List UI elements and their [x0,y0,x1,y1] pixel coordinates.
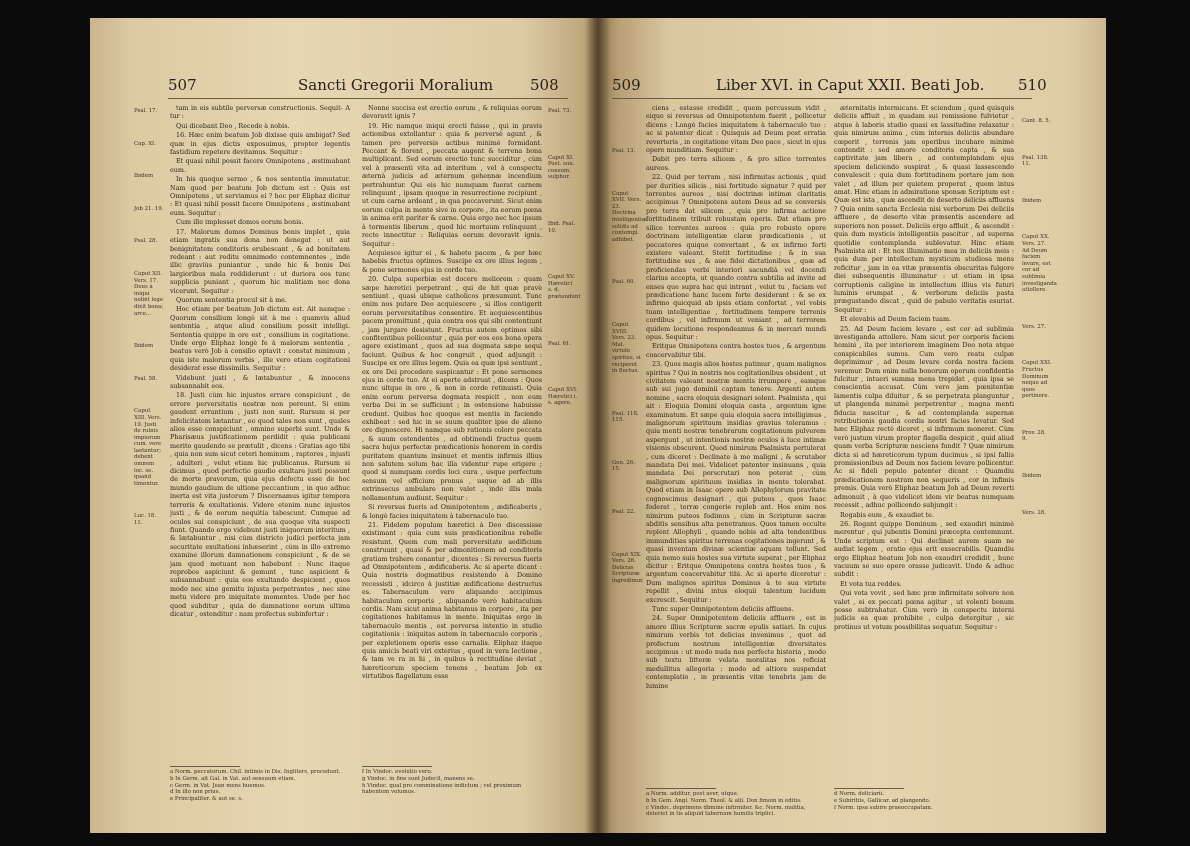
left-page-title: Sancti Gregorii Moralium [298,76,494,94]
left-page-number-right: 508 [530,76,559,94]
margin-note: Caput XVIII. Vers. 23. Mal. virtute spiritus, si reciperet in fluctus. [612,321,641,375]
margin-note: Psal. 60. [612,279,636,286]
footnote: c Vindoc. deprimens dbmine infirmiter. &c. Norm. malitia, deteriet in tis aliquid tabernum humilis triplici. [646,804,806,818]
paragraph: æternitatis intermicans. Et sciendum , quod quisquis deliciis affluit , in quadam sui remissione fulvietur , atque à laboris studio quasi ex lassitudine relaxatur : quia nimirum anima , cùm internis deliciis abundare cœperit , terrenis jam operibus incubare minimè contendit : sed amore conditoris capta , & sua captivitate jam libera , ad contemplandam ejus speciem deliciendo suspirat , & quasi lassescendo convalescit : quia dum fortitudinem portare jam non valet , ad illum per quietem properat , quem intus amat. Hinc etiam in admiratione sponsæ Scriptum est : Quæ est ista , quæ ascendit de deserto deliciis affluens ? Quia enim sancta Ecclesia nisi verborum Dei deliciis affluere , de deserto vitæ præsentis ascendere ad superiora non posset. Deliciis ergo affluit , & ascendit : quia dum mysticis intelligentiis pascitur , ad superna quotidie contemplanda sublevatur. Hinc etiam Psalmista ait : Et nox illuminatio mea in deliciis meis : quia dum per intellectum mysticum studiosa mens reficitur , jam in ea vitæ præsentis obscuritas fulgore diei subsequentis illuminatur : ut etiam in ipsa corruptionis caligine in intellectum illius vis futuri luminis erumpat , & verborum deliciis pasta prægustando discat , quid de pabulo veritatis esuriat. Sequitur : [834,104,1014,314]
paragraph: 22. Quid per terram , nisi infirmitas actionis , quid per durities silicis , nisi fortitudo signatur ? quid per torrentes aureos , nisi doctrinæ intimæ claritatis accipimus ? Omnipotens autem Deus ad se conversis pro terra dat silicem , quia pro infirma actione fortitudinem tribuit robustam operis. Dat etiam pro silice torrentes aureos : quia pro robusto opere doctrinam intelligentiæ claræ prædicationis , ut peccatores quique convertant , & ex infirmo forti existere valeant. Stetit fortitudine ; & in sua fortitudine sus , & aue fidei dictationibus , quæ ad proficiendas verbi interiorì sacundià vel docendi clarius accepta, ut quando contra subtilia ad invite ad enses que supra hac qui intrant , velut tu , faciam vel prædicatione hanc lucem forte desiderant : & se ex infirmo quicquid ab ipsis etiam confortat , vel vobis tuam intelligentiae , fortitudinem tempore terrenis cordibus , vel infirmum ut veniant , ad terrorem quidem locutione respondeamus & in mercari mundi opus. Sequitur : [646,173,826,341]
right-page-number-right: 510 [1018,76,1047,94]
margin-note: Caput XV. Hæretici s. d. prætendunt [548,274,581,300]
paragraph: Tunc super Omnipotentem deliciis affluens. [652,604,794,613]
margin-note: Ibidem [1022,197,1042,204]
margin-note: Ibid. Psal. 10. [548,220,576,234]
paragraph: 24. Super Omnipotentem deliciis affluere , est in amore illius Scripturæ sacræ epulis satiari. In cujus nimirum verbis tot delicias invenimus , quot ad profectum nostrum intelligentiæ diversitates accipimus : ut modo nuda nos perfecte historia , modo sub textu litteræ velata moralitas nos reficiat medullitus allegoria : modo ad altiora suspendat contemplatio , in præsentis vitæ tenebris jam de lumine [646,614,826,690]
margin-note: Caput XII. Vers. 17. Deus à iniqui nolint lege dixit bona; arce... [134,270,164,317]
margin-note: Caput XXI. Fructus Dominum neque ad quos pertinere. [1022,360,1052,400]
margin-note: Ibidem [134,343,154,350]
footnote: e Subiritiis, Gallicar. ad plangendo. [834,797,931,804]
left-footnotes-2 [362,766,542,796]
paragraph: Si reversus fueris ad Omnipotentem , ædificaberis , & longè facies iniquitatem à tabernaculo tuo. [362,503,542,520]
footnote: d Norm. deliciarii. [834,791,885,797]
paragraph: Hoc etiam per beatum Job dictum est. Ait namque : Quorum consilium longè sit à me : quamvis aliud sententia , atque aliud consilium possit intelligi. Sententia quippe in ore est , consilium in cogitatione. Unde ergo Eliphaz longè fe à malorum sententia , beatus verò Job à consilio optavit : constat minimum , quia iste malorum verbis , ille vero etiam cogitationi desiderat esse dissimilis. Sequitur : [170,305,350,373]
footnote: d In illo non prius. [170,789,221,796]
paragraph: 23. Quos magis alios hostes patimur , quam malignos spiritus ? Qui in nostris nos cogitationibus obsident , ut civitatem valeant nostræ mentis irrumpere , eamque sub sui jugo dominii captam tenere. Argenti autem nomine , sacra eloquia designari solent. Psalmista , qui ait : Eloquia Domini eloquia casta , argentum igne examinatum. Et sæpe quia eloquia sacra intelligimus , malignorum spirituum insidias gravius toleramus : quia menti nostræ tenebrarum cogitationum pulverem aspergunt , ut intentionis nostræ oculos à luce intimæ visionis obscurent. Quod nimirum Psalmista pertulerat , cum diceret : Declinate à me maligni , & scrutabor mandata Dei mei. Videlicet patenter insinuans , quia mandata Dei perscrutari non poterat , cùm malignorum spirituum insidias in mente tolerabat. Quod etiam in Isaac opere sub Allophylorum pravitate cognoscimus designari , qui puteos , quos Isaac foderat , terræ congerie repleb ant. Hos enim nos nimirum puteos fodimus , cùm in Scripturæ sacræ abditis sensibus alta penetramus. Quos tamen occulte replent Allophyli , quando nobis ad alta tendentibus immunditias spiritus terrenas cogitationes ingerunt , & quasi inventam divinæ scientiæ aquam tollunt. Sed quia nemo suis hostes sua virtute superat , per Eliphaz dicitur : Eritque Omnipotens contra hostes tuos , & argentum coacervabitur tibi. Ac si aperte diceretur : Dum malignos spiritus Dominus à te sua virtute repellit , divini intus eloquii talentum lucidum excrescit. Sequitur : [646,360,826,604]
right-footnotes-1 [646,788,826,818]
book-gutter [586,18,610,833]
paragraph: Quorum sententia procul sit à me. [176,295,287,304]
paragraph: ciens , estasse credidit , quem percussum vidit , eique si reversus ad Omnipotentem fuerit , pollicetur dicens : Longè facies iniquitatem à tabernaculo tuo : ac si patenter dicat : Quisquis ad Deum post erratia reverteris , in cogitatione vitam Deo pace , sicut in ejus opere munditiam. Sequitur : [646,104,826,155]
margin-note: Psal. 22. [612,509,636,516]
footnote: g Vindoc. in fine sunt Judecil, manens se. [362,775,475,782]
paragraph: 25. Ad Deum faciem levare , est cor ad sublimia investiganda attollere. Nam sicut per corporis faciem homini , ita per interiorem imaginem Deo nota atque conspicabiles sumus. Cum vero reatu culpæ deprimimur , ad Deum levare corda nostra faciem veremur. Dum enim nulla bonorum operum confidentia fulcitur , intueri summa mens trepidat , quia ipsa se conscientia accusat. Cùm vero jam pœnitentiæ lamentis culpa diluitur , & se perpetrata planguntur , ut plangenda minimè perpetrentur , magna menti fiducia nascitur , & ad contemplanda supernæ retributionis gaudia cordis nostri facies levatur. Sed hæc Eliphaz rectè diceret , si infirmum moneret. Cùm verò justum virum propter flagella despicit , quid aliud quam verba Scripturæ nesciens fundit ? Quæ nimirum dicta si ad hæreticorum typum ducimus , si ipsi fallis promissionibus ad Deum nos faciem levare pollicentur. Ac si fideli populo patenter dicant : Quamdiu prædicationem nostram non sequeris , cor in infimis premis. Quia verò Eliphaz beatum Job ad Deum reverti admonuit , à quo videlicet idem vir beatus numquam recessit , adhuc pollicendo subjungit : [834,324,1014,510]
margin-note: Cant. 8. 5. [1022,118,1051,124]
paragraph: Qui dicebant Deo , Recede à nobis. [176,121,290,130]
margin-note: Caput XIII. Vers. 19. Justi de ruinis impiorum cum. vere laetantur; debent omnem loc. se. quand timentur. [134,408,162,487]
footnote: c Germ. in Vat. Jean mens huemus. [170,782,266,789]
paragraph: Qui vota vovit , sed hæc præ infirmitate solvere non valet , ei ex peccati pœna agitur , ut volenti bonum posse subtrahatur. Cùm verò in conspectu interni judicis ea quæ prohibite , culpa detergitur , sic protinus ut votum possibilitas sequatur. Sequitur : [834,589,1014,631]
right-outer-margin [1022,118,1057,546]
margin-note: Psal. 61. [548,340,572,347]
margin-note: Gen. 26. 15. [612,459,635,473]
paragraph: Nonne succisa est erectio eorum , & reliquias eorum devoravit ignis ? [362,104,542,121]
paragraph: Dabit pro terra silicem , & pro silice torrentes aureos. [646,155,826,172]
margin-note: Caput XIX. Vers. 26. Delicias Scripturæ ingredimur. [612,551,644,585]
right-footnotes-2 [834,788,1014,811]
footnote-rule [362,766,432,767]
footnote: h Vindoc. qual pro comminatione indictum ; vel proximum habentem volumus. [362,782,522,796]
margin-note: Ibidem [134,173,154,180]
footnote-rule [646,788,716,789]
paragraph: 16. Hæc enim beatum Job dixisse quis ambigat? Sed quæ in ejus dictis exposuimus, propter legentis fastidium repetere devitamus. Sequitur : [170,131,350,157]
left-header-rule [168,98,568,99]
open-book [90,18,1106,833]
paragraph: 21. Fidelem populum hæretici à Deo discessisse existimant : quia cum suis prædicationibus rebelle resistunt. Quem cum mali perversitate aedificium construunt , quasi & per admonitionem ad conditoris gratiam trahere conantur , dicentes : Si reversus fueris ad Omnipotentem , ædificaberis. Ac si aperte dicant : Quia nostris dogmatibus resistendo à Domino recessisti , idcirco à justitiæ ædificatione destructus es. Tabernaculum vero aliquando accipimus habitaculum corporis , aliquando verò habitaculum cordis. Nam sicut anima habitamus in corpore , ita per cogitationes habitamus in mente. Iniquitas ergo in tabernaculo mentis , est perversa intentio in studio cogitationis : iniquitas autem in tabernaculo corporis , per expletionem operis esse carnalis. Eliphaz itaque quia amicis beati viri exterius , quod in vera lectione , & tam ve ra in hi , in quibus à rectitudine deviat , hæreticorum speciem tenens , beatum Job ex virtutibus flagellatum esse [362,520,542,681]
paragraph: 20. Culpa superbiæ est docere meliorem : quam sæpe hæretici perpetrant , qui de hit quæ pravè sentiunt , quasi ubique catholicos præsumunt. Tunc enim nos putare Deo acquiescere , si illos contigerit eorum perversitatibus consentire. Et acquiescentibus pacem promittunt , quia contra eos qui sibi contentiunt , jam jurgare desistunt. Fructus autem optimos sibi confitentibus pollicentur , quia per eos eos bona opera agere existimant , quos ad sua dogmata sæpe sequi faciunt. Quibus & hoc congruit , quod adjungit : Suscipe ex ore illius legem. Quia ea quæ ipsi sentiunt , ex ore Dei procedere suspicantur : Et pone sermones ejus in corde tuo. At ei aperte adstruat , dicens : Quos nunc ultque in ore , & non in corde retinuisti. Quia enim eorum perversa dogmata respicit , non eum verba Dei in se sufficiunt ; in ostensione habuisse credunt. Quibus hoc quoque est mentis in faciendo exhibeat : sed hic in se suum qualiter ipse de alieno ore dignoscere. Hi namque sub rationis colore peccata , & suum ostendentes , ad obtinendi fructus quem sacra hujus perfectæ prædicationis honorem in cordis puritatem quantum insinuet et mentis infirmis illius non salutem solum hac illa videntur rupe erigere ; quod si numquam cordis loci cura , usque perfectum sensum vel officium pronus , usque ad ab illis extrinsecus ambulare non valet , inde illis mala nollamentum audiunt. Sequitur : [362,275,542,502]
paragraph: Videbunt justi , & lætabuntur , & innocens subsannabit eos. [170,373,350,390]
margin-note: Psal. 17. [134,108,158,114]
left-page [90,18,598,833]
footnote: f Norm. ipsa subire praeoccupatam. [834,804,933,811]
margin-note: Psal. 58. [134,375,158,382]
margin-note: Vers. 28. [1022,509,1046,516]
paragraph: Rogabis eum , & exaudiet te. [840,510,934,519]
paragraph: Et elevabis ad Deum faciem tuam. [840,315,952,324]
right-page-title: Liber XVI. in Caput XXII. Beati Job. [716,76,985,94]
paragraph: tam in eis subtile perversæ constructionis. Sequit- A tur : [170,104,350,121]
margin-note: Vers. 27. [1022,323,1046,330]
margin-note: Psal. 138. 11. [1022,154,1049,168]
paragraph: 19. Hic namque iniqui erecti fuisse , qui in pravis actionibus extollantur : quia & perversè agunt , & tamen pro perversis actibus minimè formidant. Peccant & florent , peccata augent & terrena bona multiplicant. Sed eorum erectio tunc succiditur , cùm vel à præsenti vita ad interitum , vel à conspectu æternà judicis ad æternum gehennæ incendium pertrahuntur. Qui eis hic numquam fuerat carnem relinquunt , ipsam quoque in resurrectione recipiunt , ut cum carne ardeant , in qua peccaverunt. Sicut enim eorum culpa in mente sive in corpore , ita eorum pœna in anima erit pariter & carne. Quia ergo nec hoc ipsum à tormentis liberum , quod hic mortuum relinquunt , recte innectitur : Reliquias eorum devoravit ignis. Sequitur : [362,121,542,248]
paragraph: Eritque Omnipotens contra hostes tuos , & argentum coacervabitur tibi. [646,342,826,359]
paragraph: Et vota tua reddes. [840,579,902,588]
paragraph: 26. Rogant quippe Dominum , sed exaudiri minimè merentur , qui jubentis Domini præcepta contemnunt. Unde scriptum est : Qui declinat aurem suam ne audiat legem , oratio ejus erit exsecrabilis. Quamdiu ergo Eliphaz beatum Job non exaudiri credidit , hunc vacuum se suo opere orasse judicavit. Unde & adhuc subdit : [834,519,1014,579]
footnote: f In Vindoc. evolutio vero. [362,769,433,775]
paragraph: 17. Malorum domos Dominus bonis implet , quia etiam ingratis sua dona non denegat : ut aut benignitatem conditoris erubescant , & ad bonitatem redeant : aut reditu omnimodo contemnentes , inde illic graviùs puniantur , unde hic & bonis Dei largioribus mala reddiderunt : ut duriora eos tunc supplicia puniant , quorum hic malitiam nec dona vicerunt. Sequitur : [170,227,350,295]
right-page-number-left: 509 [612,76,641,94]
paragraph: Cum ille implesset domos eorum bonis. [176,218,304,227]
margin-note: Caput XVII. Vers. 23. Doctrina intelligentiæ solidis ad contempl. adhibet. [612,190,647,243]
margin-note: Job 21. 19. [134,205,164,212]
right-column-1 [646,104,826,691]
left-inner-margin [548,108,581,447]
paragraph: Et quasi nihil possit facere Omnipotens , æstimabant eum. [170,157,350,174]
margin-note: Psal. 13. [612,148,636,154]
footnote-rule [834,788,904,789]
left-page-number-left: 507 [168,76,197,94]
margin-note: Cap. XI. [134,140,156,147]
left-footnotes-1 [170,766,350,803]
paragraph: Acquiesce igitur ei , & habeto pacem , & per hæc habebis fructus optimos. Suscipe ex ore illius legem , & pone sermones ejus in corde tuo. [362,248,542,274]
margin-note: Ibidem [1022,473,1042,480]
left-column-1 [170,104,350,619]
footnote: e Principaliter. & aut se. s. [170,796,243,803]
left-outer-margin [134,108,164,553]
footnote: a Norm. additur, post aver, utque. [646,791,739,797]
paragraph: 18. Justi cùm hic injustos errare conspiciunt , de errore perversitatis nostræ non pereunt. Si enim gaudent errantium , justi non sunt. Rursum si per infelicitatem lætantur , eo quod tales non sunt , quales alios esse conspiciunt , omnino superbi sunt. Unde & Pharisæus justificationem perdidit : quia publicani merito gaudendo se prætulit , dicens : Gratias ago tibi , quia non sum sicut ceteri hominum , raptores , injusti , adulteri , velut etiam hic publicanus. Rursum si dicimus , quod perfectio gaudio exultare justi possunt de morte pravorum, quia ejus defectu esse de hoc mundo gaudium de ultione peccantium , in quo adhuc inerta est vita justorum ? Discernamus igitur tempora terroris & exultationis. Videre etenim nunc injustos justi , & de eorum nequitia tabescunt. Cumque ad oculos sui conspiciunt , de sua quoque vita suspecti fiunt. Quando ergo videbunt justi iniquorum interitum , & lætabuntur , nisi cùm districto judici perfecta jam securitate exultationi inhæserint , cùm in illo extremo examine illorum damnationem conspiciunt , & de se jam quod metuant non habebunt : Nunc itaque reprobos aspiciunt & gemunt , tunc aspicient & subsannabunt : quia eos exultando despicient , quos modo nec sine gemitu injusta perpetrantes , nec sine metu videre pro iniquitate momentes. Unde per hoc quod subditur , quia de damnatione eorum ultima dicatur , ostenditur : nam profectus subinfertur : [170,391,350,618]
footnote: a Norm. peccatorum. Chil. intimis in Dis. Ingliters, procedunt. [170,769,341,775]
margin-note: Psal. 118. 115. [612,410,639,424]
right-column-2 [834,104,1014,632]
footnote: b In Gem. Angl. Norm. Theol. & alii. Don fimoin in editis. [646,797,802,804]
margin-note: Luc. 18. 11. [134,513,157,527]
left-column-2 [362,104,542,682]
footnote-rule [170,766,240,767]
margin-note: Prov. 28. 9. [1022,429,1046,443]
margin-note: Caput XI. Post. suu. consum. sulphur. [548,154,575,181]
margin-note: Caput XVI. Hæretici i. s. agere. [548,387,578,407]
footnote: b In Germ. ait Gal. in Vat. aut sensuum etiam. [170,775,296,782]
paragraph: In his quoque sermo , & nos sententia immutatur. Nam quod per beatum Job dictum est : Quis est Omnipotens , ut serviamus ei ? hoc per Eliphaz dicitur : Et quasi nihil possit facere Omnipotens , æstimabant eum. Sequitur : [170,175,350,217]
margin-note: Psal. 28. [134,238,158,245]
right-page [598,18,1106,833]
margin-note: Caput XX. Vers. 27. Ad Deum faciem levare, est cor ad sublimia investiganda attollere. [1022,234,1057,294]
right-inner-margin [612,148,647,621]
margin-note: Psal. 73. [548,108,572,114]
right-header-rule [612,98,1032,99]
